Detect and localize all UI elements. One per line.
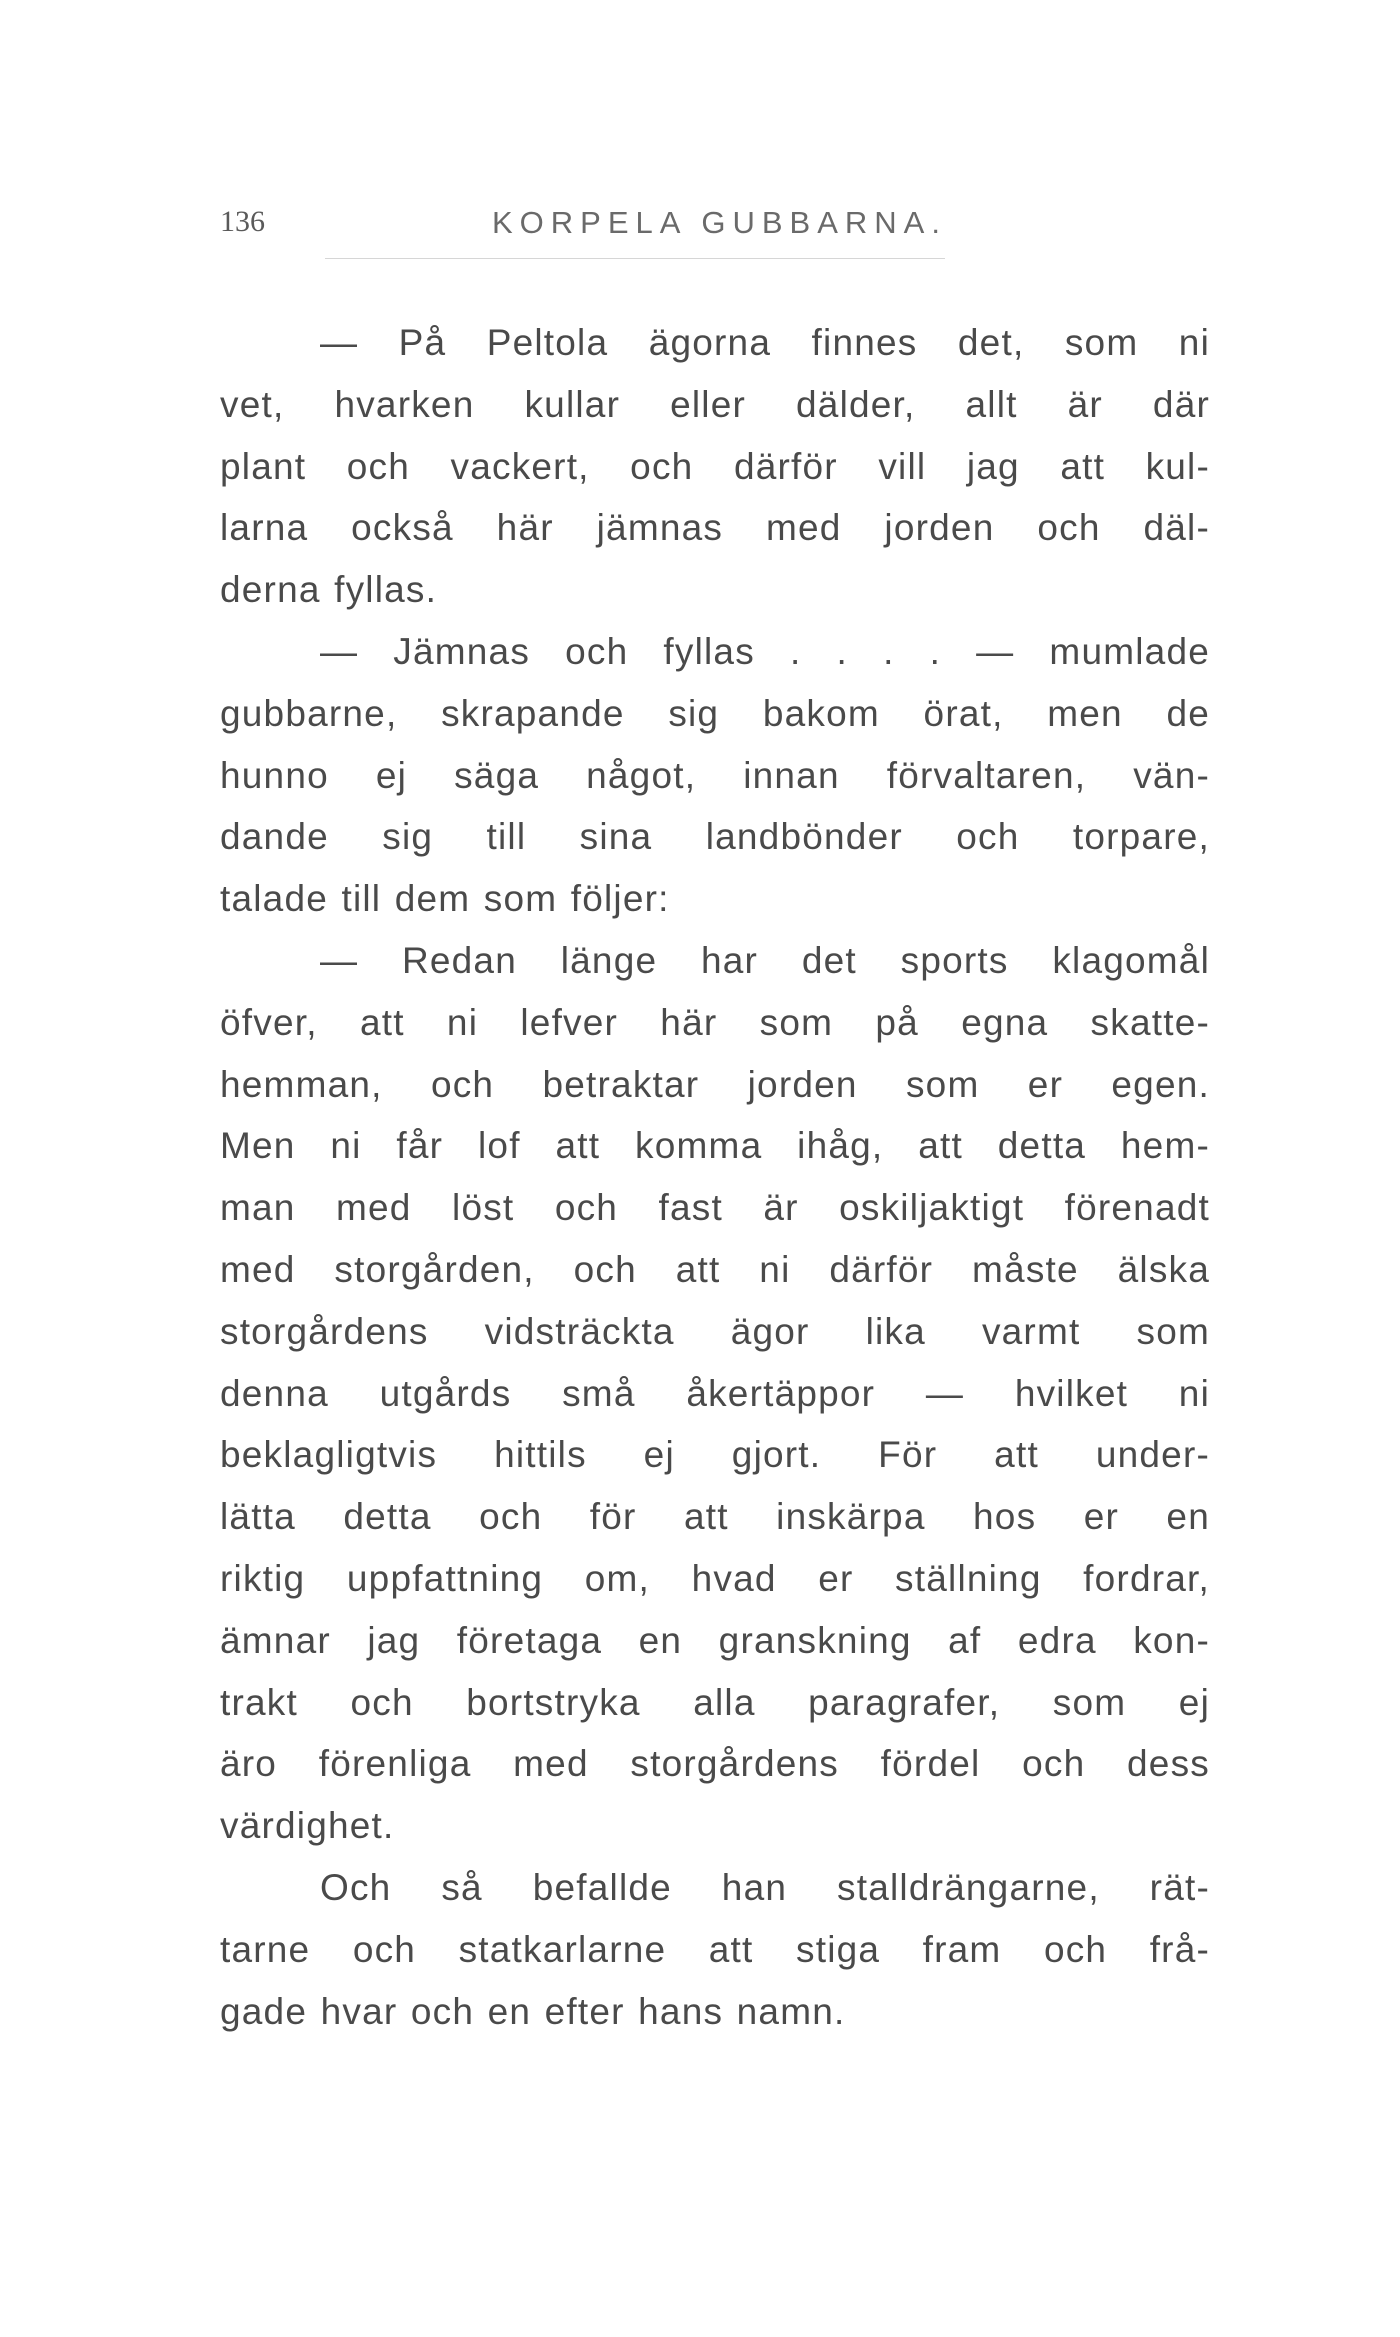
text-line: — På Peltola ägorna finnes det, som ni	[320, 322, 1210, 363]
text-line: med storgården, och att ni därför måste älska	[220, 1248, 1210, 1290]
text-line: Men ni får lof att komma ihåg, att detta hem-	[220, 1125, 1210, 1167]
text-line: lätta detta och för att inskärpa hos er en	[220, 1496, 1210, 1538]
text-line: denna utgårds små åkertäppor — hvilket ni	[220, 1372, 1210, 1414]
text-line: man med löst och fast är oskiljaktigt förenadt	[220, 1187, 1210, 1229]
text-line: riktig uppfattning om, hvad er ställning fordrar,	[220, 1557, 1210, 1599]
text-line: gubbarne, skrapande sig bakom örat, men de	[220, 692, 1210, 734]
text-line: plant och vackert, och därför vill jag att kul-	[220, 445, 1210, 487]
text-line: tarne och statkarlarne att stiga fram och frå-	[220, 1928, 1210, 1970]
page-header	[220, 205, 1220, 255]
text-line: gade hvar och en efter hans namn.	[220, 1990, 846, 2032]
text-line: hemman, och betraktar jorden som er egen.	[220, 1063, 1210, 1105]
text-line: larna också här jämnas med jorden och däl-	[220, 507, 1210, 549]
text-line: värdighet.	[220, 1805, 395, 1847]
text-line: Och så befallde han stalldrängarne, rät-	[320, 1866, 1210, 1908]
text-line: hunno ej säga något, innan förvaltaren, vän-	[220, 754, 1210, 796]
header-rule	[325, 258, 945, 259]
text-line: storgårdens vidsträckta ägor lika varmt som	[220, 1310, 1210, 1352]
text-line: äro förenliga med storgårdens fördel och dess	[220, 1743, 1210, 1785]
text-line: vet, hvarken kullar eller dälder, allt är där	[220, 383, 1210, 425]
running-title: KORPELA GUBBARNA.	[492, 205, 947, 240]
text-line: dande sig till sina landbönder och torpare,	[220, 816, 1210, 858]
text-line: talade till dem som följer:	[220, 878, 670, 920]
text-line: ämnar jag företaga en granskning af edra kon-	[220, 1619, 1210, 1661]
body-text	[220, 312, 1210, 2042]
text-line: — Redan länge har det sports klagomål	[320, 939, 1210, 981]
text-line: öfver, att ni lefver här som på egna skatte-	[220, 1001, 1210, 1043]
text-line: — Jämnas och fyllas . . . . — mumlade	[320, 630, 1210, 672]
page-number: 136	[220, 205, 265, 238]
text-line: beklagligtvis hittils ej gjort. För att under-	[220, 1434, 1210, 1476]
text-line: derna fyllas.	[220, 569, 438, 611]
text-line: trakt och bortstryka alla paragrafer, som ej	[220, 1681, 1210, 1723]
